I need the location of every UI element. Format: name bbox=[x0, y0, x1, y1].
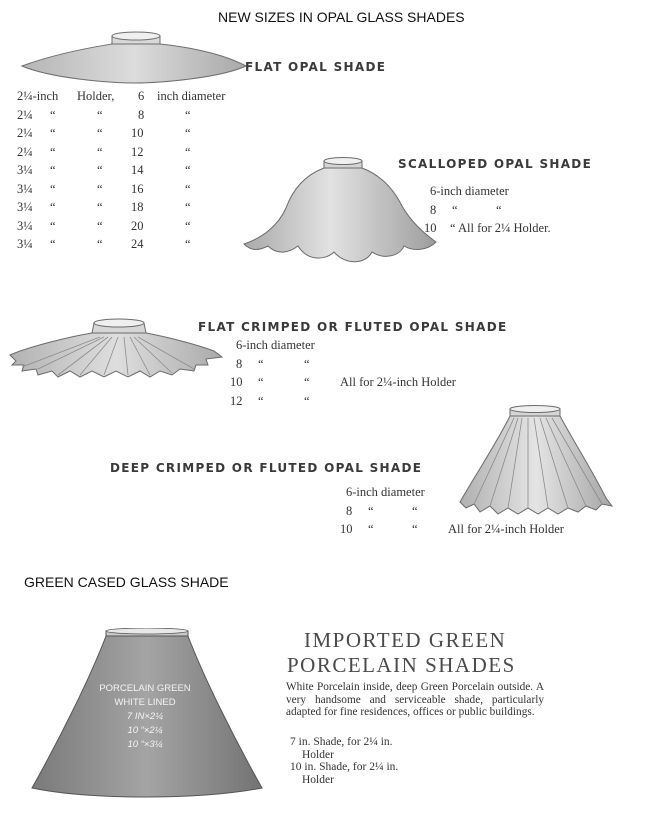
list-item bbox=[230, 373, 526, 392]
list-item bbox=[236, 355, 526, 374]
shade-label-line: PORCELAIN GREEN bbox=[99, 683, 191, 694]
ditto-mark: “ bbox=[97, 107, 103, 122]
holder-size: 2¼ bbox=[17, 107, 33, 122]
ditto-mark: “ bbox=[368, 522, 374, 536]
ditto-mark: “ bbox=[304, 356, 310, 371]
diameter: 10 bbox=[131, 126, 144, 140]
holder-size: 3¼ bbox=[17, 181, 33, 196]
holder-note: All for 2¼-inch Holder bbox=[340, 375, 456, 389]
diameter-unit: inch diameter bbox=[157, 89, 226, 103]
scalloped-opal-sizes bbox=[424, 182, 630, 238]
list-item: 10 in. Shade, for 2¼ in. bbox=[290, 761, 399, 773]
diameter: 6 bbox=[138, 89, 145, 103]
list-item bbox=[430, 182, 630, 201]
ditto-mark: “ bbox=[412, 503, 418, 518]
scalloped-opal-title: SCALLOPED OPAL SHADE bbox=[398, 157, 593, 171]
ditto-mark: “ bbox=[304, 375, 310, 389]
diameter: 10 bbox=[424, 221, 437, 235]
ditto-mark: “ bbox=[258, 393, 264, 408]
holder-size: 2¼ bbox=[17, 144, 33, 159]
diameter-line: 6-inch diameter bbox=[236, 338, 315, 352]
ditto-mark: “ bbox=[97, 163, 103, 177]
shade-label-line: 10 “×3¼ bbox=[127, 739, 163, 750]
list-item bbox=[430, 201, 630, 220]
imported-title-line2: PORCELAIN SHADES bbox=[287, 653, 516, 677]
holder-note: All for 2¼-inch Holder bbox=[448, 522, 564, 536]
ditto-mark: “ bbox=[185, 237, 191, 251]
ditto-mark: “ bbox=[50, 218, 56, 233]
holder-size: 2¼-inch bbox=[17, 89, 59, 103]
list-item bbox=[346, 502, 636, 521]
page-heading-green-cased: GREEN CASED GLASS SHADE bbox=[24, 574, 229, 590]
table-row bbox=[17, 198, 257, 217]
ditto-mark: “ bbox=[50, 126, 56, 140]
diameter: 14 bbox=[131, 163, 144, 177]
flat-opal-shade-illustration bbox=[20, 30, 248, 86]
flat-opal-title: FLAT OPAL SHADE bbox=[245, 60, 387, 74]
diameter: 24 bbox=[131, 237, 144, 251]
ditto-mark: “ bbox=[185, 218, 191, 233]
holder-size: 3¼ bbox=[17, 237, 33, 251]
list-item bbox=[346, 483, 636, 502]
holder-size: 3¼ bbox=[17, 163, 33, 177]
diameter: 10 bbox=[340, 522, 353, 536]
diameter: 8 bbox=[236, 356, 243, 371]
holder-label: Holder, bbox=[77, 89, 115, 103]
ditto-mark: “ bbox=[97, 144, 103, 159]
holder-size: 3¼ bbox=[17, 200, 33, 214]
ditto-mark: “ bbox=[452, 202, 458, 217]
diameter: 8 bbox=[430, 202, 437, 217]
list-item bbox=[424, 219, 630, 238]
ditto-mark: “ bbox=[50, 181, 56, 196]
shade-label-line: WHITE LINED bbox=[114, 697, 176, 708]
diameter: 18 bbox=[131, 200, 144, 214]
shade-label-line: 7 IN×2¼ bbox=[126, 711, 164, 722]
ditto-mark: “ bbox=[97, 126, 103, 140]
ditto-mark: “ bbox=[50, 107, 56, 122]
table-row bbox=[17, 124, 257, 143]
diameter: 10 bbox=[230, 375, 243, 389]
table-row bbox=[17, 217, 257, 236]
flat-crimped-sizes bbox=[230, 336, 526, 410]
list-item: 7 in. Shade, for 2¼ in. bbox=[290, 736, 393, 748]
ditto-mark: “ bbox=[258, 356, 264, 371]
list-item: Holder bbox=[302, 773, 334, 786]
ditto-mark: “ bbox=[304, 393, 310, 408]
table-row bbox=[17, 87, 257, 106]
ditto-mark: “ bbox=[50, 237, 56, 251]
flat-crimped-title: FLAT CRIMPED OR FLUTED OPAL SHADE bbox=[198, 320, 508, 334]
imported-sizes bbox=[290, 736, 398, 786]
ditto-mark: “ bbox=[185, 163, 191, 177]
ditto-mark: “ bbox=[258, 375, 264, 389]
table-row bbox=[17, 161, 257, 180]
imported-description: White Porcelain inside, deep Green Porcelain outside. A very handsome and serviceable shade, particularly adapted for fine residences, offices or public buildings. bbox=[286, 681, 544, 718]
holder-note: “ All for 2¼ Holder. bbox=[450, 221, 551, 235]
ditto-mark: “ bbox=[97, 181, 103, 196]
diameter: 20 bbox=[131, 218, 144, 233]
table-row bbox=[17, 180, 257, 199]
ditto-mark: “ bbox=[185, 181, 191, 196]
imported-title-line1: IMPORTED GREEN bbox=[304, 628, 507, 652]
shade-label-line: 10 “×2¼ bbox=[127, 725, 163, 736]
diameter-line: 6-inch diameter bbox=[430, 184, 509, 198]
diameter: 16 bbox=[131, 181, 144, 196]
diameter-line: 6-inch diameter bbox=[346, 485, 425, 499]
ditto-mark: “ bbox=[50, 200, 56, 214]
holder-size: 2¼ bbox=[17, 126, 33, 140]
ditto-mark: “ bbox=[496, 202, 502, 217]
ditto-mark: “ bbox=[185, 107, 191, 122]
list-item bbox=[236, 336, 526, 355]
diameter: 12 bbox=[230, 393, 243, 408]
ditto-mark: “ bbox=[185, 126, 191, 140]
ditto-mark: “ bbox=[97, 200, 103, 214]
diameter: 12 bbox=[131, 144, 144, 159]
holder-size: 3¼ bbox=[17, 218, 33, 233]
table-row bbox=[17, 143, 257, 162]
table-row bbox=[17, 235, 257, 254]
ditto-mark: “ bbox=[412, 522, 418, 536]
page-heading-opal: NEW SIZES IN OPAL GLASS SHADES bbox=[218, 9, 465, 25]
ditto-mark: “ bbox=[97, 237, 103, 251]
green-shade-label bbox=[60, 682, 230, 752]
deep-crimped-sizes bbox=[340, 483, 636, 539]
diameter: 8 bbox=[138, 107, 145, 122]
ditto-mark: “ bbox=[50, 144, 56, 159]
list-item: Holder bbox=[302, 748, 334, 761]
ditto-mark: “ bbox=[50, 163, 56, 177]
diameter: 8 bbox=[346, 503, 353, 518]
list-item bbox=[340, 520, 636, 539]
flat-crimped-shade-illustration bbox=[8, 317, 230, 379]
scalloped-opal-shade-illustration bbox=[238, 156, 444, 276]
ditto-mark: “ bbox=[185, 144, 191, 159]
ditto-mark: “ bbox=[185, 200, 191, 214]
table-row bbox=[17, 106, 257, 125]
deep-crimped-title: DEEP CRIMPED OR FLUTED OPAL SHADE bbox=[110, 461, 423, 475]
ditto-mark: “ bbox=[368, 503, 374, 518]
ditto-mark: “ bbox=[97, 218, 103, 233]
flat-opal-size-table bbox=[17, 87, 257, 254]
